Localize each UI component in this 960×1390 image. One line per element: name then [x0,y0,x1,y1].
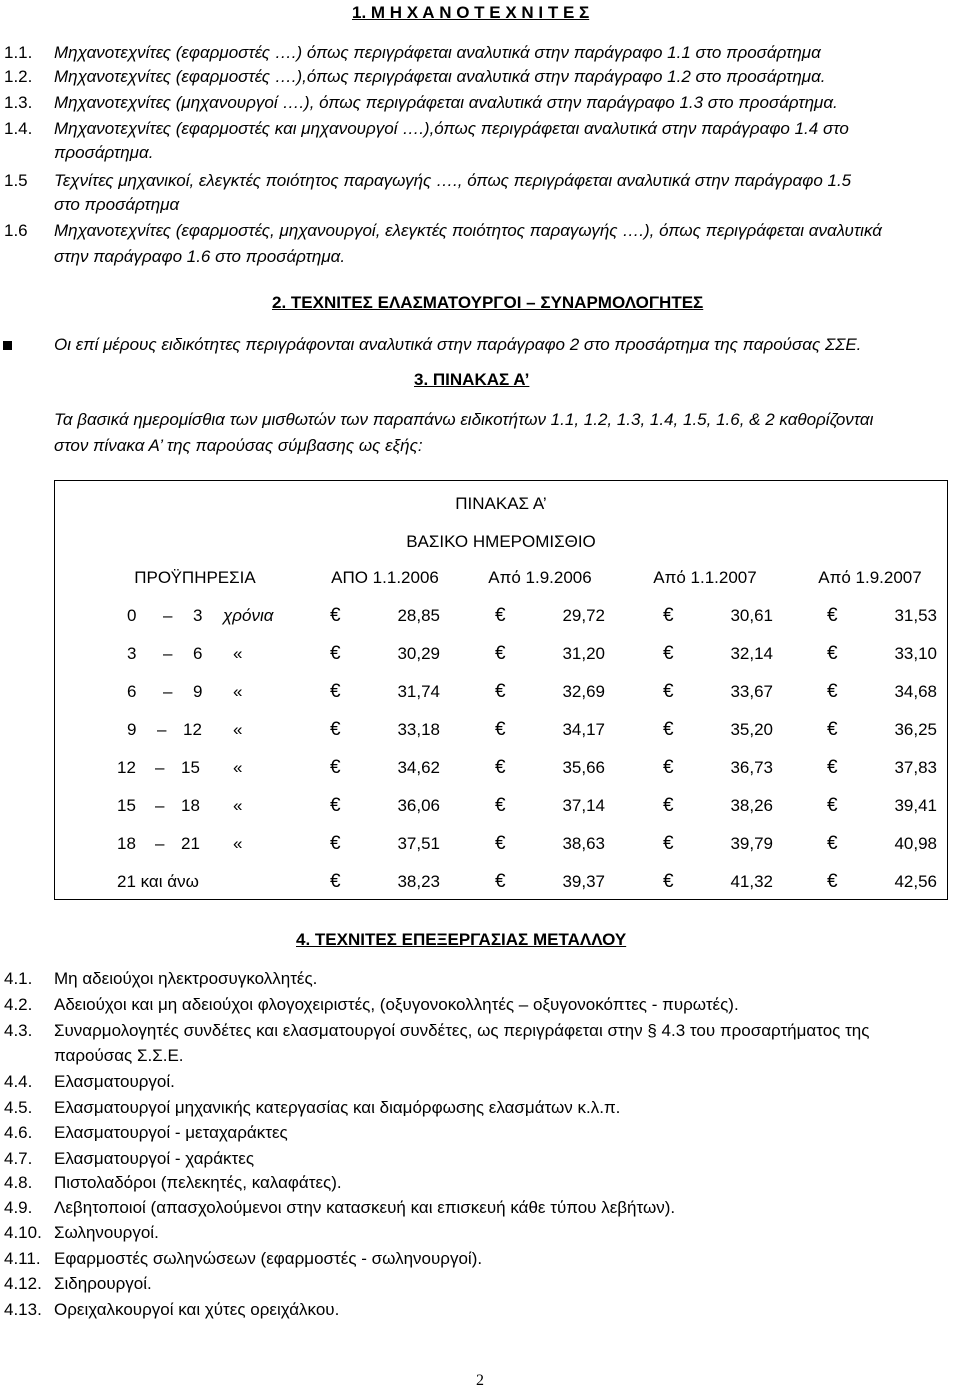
wage-value: 36,06 [397,796,440,815]
wage-value: 37,51 [397,834,440,853]
table-row [55,635,947,673]
wage-value: 33,18 [397,720,440,739]
range-from: 9 [127,720,137,739]
range-unit: « [233,758,243,777]
wage-cell [827,749,937,787]
item-number: 4.2. [4,995,33,1014]
wage-value: 35,66 [562,758,605,777]
item-text: Μηχανοτεχνίτες (εφαρμοστές και μηχανουργοί ….),όπως περιγράφεται αναλυτικά στην παράγραφο 1.4 στο [54,119,849,138]
wage-value: 31,74 [397,682,440,701]
column-header: ΠΡΟΫΠΗΡΕΣΙΑ [134,568,256,587]
wage-value: 34,17 [562,720,605,739]
section-2-heading: 2. ΤΕΧΝΙΤΕΣ ΕΛΑΣΜΑΤΟΥΡΓΟΙ – ΣΥΝΑΡΜΟΛΟΓΗΤΕΣ [272,293,704,312]
item-number: 4.6. [4,1123,33,1142]
wage-cell [663,673,773,711]
item-number: 4.8. [4,1173,33,1192]
item-text: Μηχανοτεχνίτες (εφαρμοστές, μηχανουργοί, ελεγκτές ποιότητος παραγωγής ….), όπως περιγράφεται αναλυτικά [54,221,882,240]
column-header: Από 1.1.2007 [653,568,757,587]
section-3-text-line: στον πίνακα Α’ της παρούσας σύμβασης ως εξής: [54,436,423,455]
wage-cell [663,825,773,863]
range-to: 18 [181,796,200,815]
range-unit: « [233,644,243,663]
wage-cell [495,825,605,863]
wage-cell [495,863,605,901]
item-text: προσάρτημα. [54,143,154,162]
range-from: 12 [117,758,136,777]
range-from: 6 [127,682,137,701]
wage-value: 40,98 [894,834,937,853]
experience-range [115,597,305,635]
wage-cell [827,787,937,825]
wage-cell [330,673,440,711]
table-header-row [55,559,947,597]
section-2-text: Οι επί μέρους ειδικότητες περιγράφονται αναλυτικά στην παράγραφο 2 στο προσάρτημα της παρούσας ΣΣΕ. [54,335,862,354]
experience-range [115,673,305,711]
range-from: 0 [127,606,137,625]
range-from: 18 [117,834,136,853]
wage-value: 32,69 [562,682,605,701]
wage-cell [495,673,605,711]
euro-icon: € [495,681,506,702]
wage-value: 35,20 [730,720,773,739]
range-dash: – [163,682,173,701]
wage-cell [827,597,937,635]
range-dash: – [157,720,167,739]
item-number: 4.10. [4,1223,42,1242]
range-from: 3 [127,644,137,663]
item-text: Ελασματουργοί - μεταχαράκτες [54,1123,288,1142]
wage-cell [663,711,773,749]
item-text: Ελασματουργοί - χαράκτες [54,1149,255,1168]
item-number: 4.1. [4,969,33,988]
wage-value: 39,79 [730,834,773,853]
item-number: 4.3. [4,1021,33,1040]
euro-icon: € [663,833,674,854]
wage-value: 39,37 [562,872,605,891]
range-unit: « [233,682,243,701]
wage-value: 31,53 [894,606,937,625]
range-unit: « [233,720,243,739]
column-header: ΑΠΟ 1.1.2006 [331,568,439,587]
experience-range [115,635,305,673]
euro-icon: € [330,871,341,892]
euro-icon: € [663,757,674,778]
wage-cell [827,863,937,901]
range-from: 15 [117,796,136,815]
wage-cell [330,711,440,749]
wage-value: 34,68 [894,682,937,701]
table-subtitle: ΒΑΣΙΚΟ ΗΜΕΡΟΜΙΣΘΙΟ [406,532,596,551]
range-dash: – [155,758,165,777]
euro-icon: € [827,643,838,664]
wage-cell [330,825,440,863]
euro-icon: € [495,795,506,816]
wage-value: 37,83 [894,758,937,777]
wage-cell [495,787,605,825]
experience-range [115,711,305,749]
wage-value: 34,62 [397,758,440,777]
item-number: 1.6 [4,221,28,240]
wage-value: 37,14 [562,796,605,815]
wage-cell [827,635,937,673]
euro-icon: € [495,757,506,778]
wage-cell [827,711,937,749]
euro-icon: € [330,643,341,664]
experience-range [115,749,305,787]
item-number: 4.12. [4,1274,42,1293]
range-unit: χρόνια [223,606,274,625]
item-text: Μηχανοτεχνίτες (εφαρμοστές ….),όπως περιγράφεται αναλυτικά στην παράγραφο 1.2 στο προσάρτημα. [54,67,826,86]
range-dash: – [163,644,173,663]
item-text: Εφαρμοστές σωληνώσεων (εφαρμοστές - σωληνουργοί). [54,1249,483,1268]
euro-icon: € [827,719,838,740]
wage-value: 32,14 [730,644,773,663]
item-text: Ελασματουργοί. [54,1072,175,1091]
wage-value: 36,73 [730,758,773,777]
euro-icon: € [827,871,838,892]
euro-icon: € [330,795,341,816]
item-text: παρούσας Σ.Σ.Ε. [54,1046,184,1065]
item-text: στο προσάρτημα [54,195,180,214]
range-to: 3 [193,606,203,625]
wage-value: 31,20 [562,644,605,663]
wage-cell [330,597,440,635]
column-header: Από 1.9.2007 [818,568,922,587]
item-number: 1.5 [4,171,28,190]
wage-cell [663,597,773,635]
item-text: Αδειούχοι και μη αδειούχοι φλογοχειριστές, (οξυγονοκολλητές – οξυγονοκόπτες - πυρωτές). [54,995,739,1014]
euro-icon: € [330,605,341,626]
section-1-heading: 1. Μ Η Χ Α Ν Ο Τ Ε Χ Ν Ι Τ Ε Σ [352,3,590,22]
euro-icon: € [663,681,674,702]
wage-value: 30,29 [397,644,440,663]
wage-cell [330,749,440,787]
euro-icon: € [330,681,341,702]
wage-cell [663,787,773,825]
experience-range [115,787,305,825]
table-row [55,749,947,787]
item-text: Μη αδειούχοι ηλεκτροσυγκολλητές. [54,969,318,988]
euro-icon: € [663,871,674,892]
wage-cell [827,673,937,711]
wage-cell [495,597,605,635]
wage-value: 33,10 [894,644,937,663]
euro-icon: € [663,795,674,816]
wage-value: 38,26 [730,796,773,815]
item-text: Ελασματουργοί μηχανικής κατεργασίας και διαμόρφωσης ελασμάτων κ.λ.π. [54,1098,621,1117]
euro-icon: € [495,605,506,626]
euro-icon: € [495,833,506,854]
euro-icon: € [827,833,838,854]
wage-cell [827,825,937,863]
euro-icon: € [827,795,838,816]
item-number: 4.13. [4,1300,42,1319]
euro-icon: € [330,757,341,778]
euro-icon: € [330,833,341,854]
range-to: 6 [193,644,203,663]
item-number: 1.1. [4,43,33,62]
range-dash: – [155,796,165,815]
item-text: Συναρμολογητές συνδέτες και ελασματουργοί συνδέτες, ως περιγράφεται στην § 4.3 του προσαρτήματος της [54,1021,870,1040]
item-text: Λεβητοποιοί (απασχολούμενοι στην κατασκευή και επισκευή κάθε τύπου λεβήτων). [54,1198,676,1217]
item-text: στην παράγραφο 1.6 στο προσάρτημα. [54,247,346,266]
item-number: 1.2. [4,67,33,86]
range-to: 9 [193,682,203,701]
wage-cell [495,749,605,787]
wage-value: 36,25 [894,720,937,739]
range-to: 12 [183,720,202,739]
wage-value: 38,63 [562,834,605,853]
euro-icon: € [330,719,341,740]
column-header: Από 1.9.2006 [488,568,592,587]
section-4-heading: 4. ΤΕΧΝΙΤΕΣ ΕΠΕΞΕΡΓΑΣΙΑΣ ΜΕΤΑΛΛΟΥ [296,930,627,949]
range-unit: « [233,834,243,853]
range-unit: « [233,796,243,815]
table-row [55,673,947,711]
range-label: 21 και άνω [117,872,199,891]
euro-icon: € [827,757,838,778]
euro-icon: € [663,605,674,626]
bullet-square-icon [3,341,12,350]
item-number: 4.5. [4,1098,33,1117]
euro-icon: € [495,643,506,664]
section-3-heading: 3. ΠΙΝΑΚΑΣ Α’ [414,370,530,389]
wage-value: 29,72 [562,606,605,625]
item-number: 1.3. [4,93,33,112]
range-to: 21 [181,834,200,853]
wage-cell [330,863,440,901]
experience-range [115,825,305,863]
range-dash: – [163,606,173,625]
wage-value: 28,85 [397,606,440,625]
table-row [55,863,947,901]
wage-cell [495,711,605,749]
wage-cell [663,635,773,673]
wage-cell [663,749,773,787]
euro-icon: € [663,719,674,740]
table-row [55,825,947,863]
item-number: 4.9. [4,1198,33,1217]
item-number: 4.11. [4,1249,41,1268]
table-row [55,597,947,635]
item-text: Τεχνίτες μηχανικοί, ελεγκτές ποιότητος παραγωγής …., όπως περιγράφεται αναλυτικά στην παράγραφο 1.5 [54,171,852,190]
range-dash: – [155,834,165,853]
item-text: Πιστολαδόροι (πελεκητές, καλαφάτες). [54,1173,342,1192]
table-row [55,787,947,825]
wage-value: 42,56 [894,872,937,891]
euro-icon: € [495,719,506,740]
wage-value: 33,67 [730,682,773,701]
wage-cell [495,635,605,673]
experience-range [115,863,305,901]
item-text: Σιδηρουργοί. [54,1274,152,1293]
euro-icon: € [827,605,838,626]
table-title: ΠΙΝΑΚΑΣ Α’ [455,494,547,513]
euro-icon: € [827,681,838,702]
item-number: 4.7. [4,1149,33,1168]
wage-cell [330,787,440,825]
item-number: 4.4. [4,1072,33,1091]
wage-table [54,480,948,900]
range-to: 15 [181,758,200,777]
item-text: Μηχανοτεχνίτες (μηχανουργοί ….), όπως περιγράφεται αναλυτικά στην παράγραφο 1.3 στο προσάρτημα. [54,93,838,112]
item-text: Μηχανοτεχνίτες (εφαρμοστές ….) όπως περιγράφεται αναλυτικά στην παράγραφο 1.1 στο προσάρτημα [54,43,821,62]
item-number: 1.4. [4,119,33,138]
table-row [55,711,947,749]
wage-value: 38,23 [397,872,440,891]
euro-icon: € [663,643,674,664]
wage-value: 39,41 [894,796,937,815]
item-text: Σωληνουργοί. [54,1223,159,1242]
euro-icon: € [495,871,506,892]
wage-cell [330,635,440,673]
section-3-text-line: Τα βασικά ημερομίσθια των μισθωτών των παραπάνω ειδικοτήτων 1.1, 1.2, 1.3, 1.4, 1.5, 1.6, & 2 καθορίζονται [54,410,874,429]
wage-value: 41,32 [730,872,773,891]
page-number: 2 [476,1372,484,1389]
wage-cell [663,863,773,901]
wage-value: 30,61 [730,606,773,625]
item-text: Ορειχαλκουργοί και χύτες ορειχάλκου. [54,1300,340,1319]
